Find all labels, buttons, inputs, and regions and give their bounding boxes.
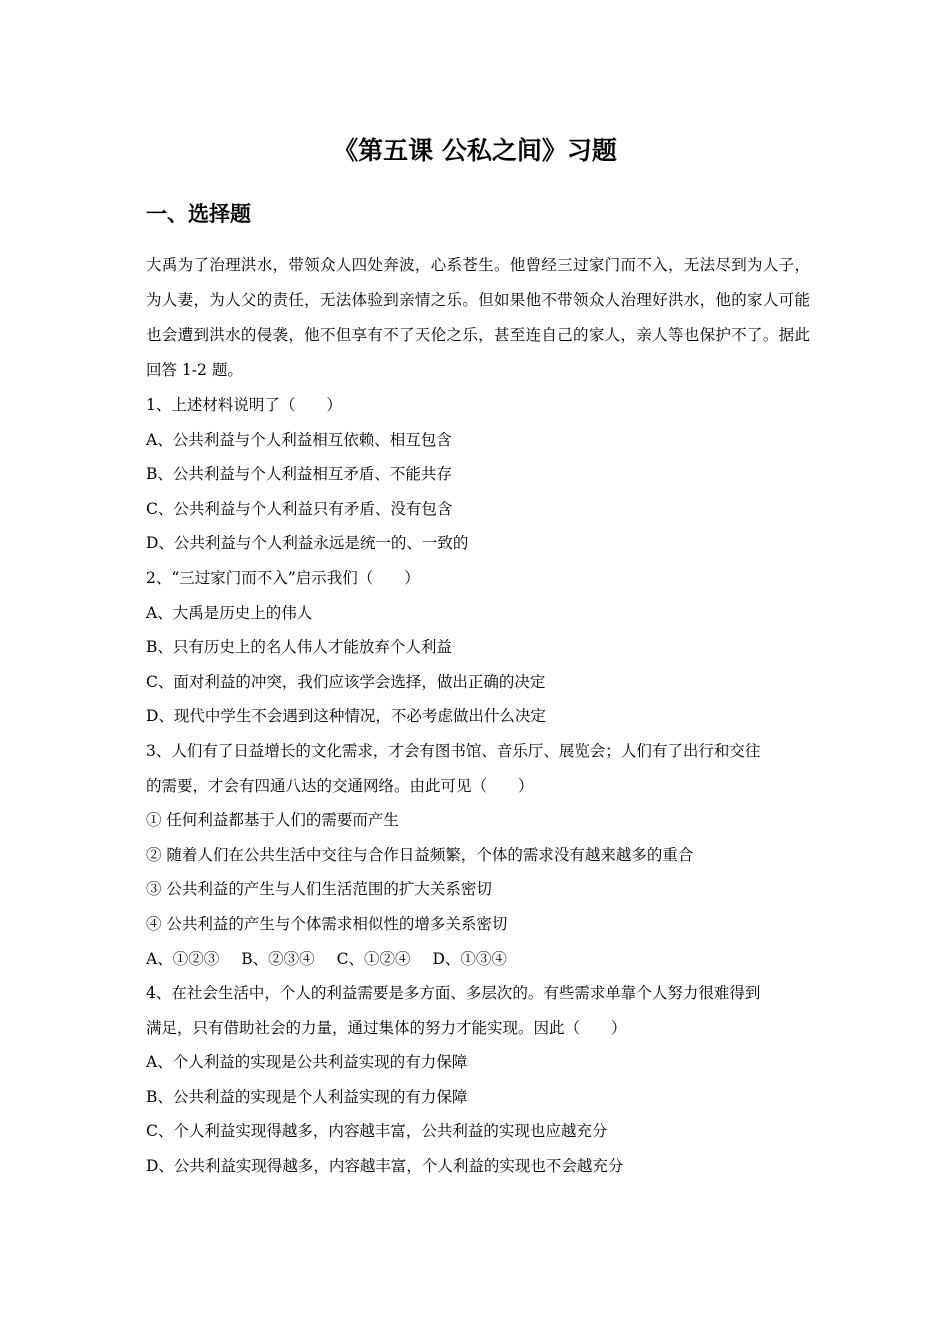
question-stem: 1、上述材料说明了（ ） [146,396,342,414]
option-d: D、公共利益与个人利益永远是统一的、一致的 [146,534,469,553]
choice-row [146,942,810,977]
statement-4: ④ 公共利益的产生与个体需求相似性的增多关系密切 [146,914,508,933]
statement-1: ① 任何利益都基于人们的需要而产生 [146,811,399,830]
question-1 [146,388,810,561]
choice-d: D、①③④ [432,949,507,968]
option-d: D、现代中学生不会遇到这种情况，不必考虑做出什么决定 [146,707,546,726]
question-content [146,248,810,1184]
statement-3: ③ 公共利益的产生与人们生活范围的扩大关系密切 [146,880,492,899]
option-c: C、个人利益实现得越多，内容越丰富，公共利益的实现也应越充分 [146,1122,608,1141]
option-b: B、公共利益的实现是个人利益实现的有力保障 [146,1087,468,1106]
choice-c: C、①②④ [336,949,411,968]
option-b: B、只有历史上的名人伟人才能放弃个人利益 [146,638,452,657]
question-3 [146,734,810,976]
option-d: D、公共利益实现得越多，内容越丰富，个人利益的实现也不会越充分 [146,1157,624,1176]
option-c: C、面对利益的冲突，我们应该学会选择，做出正确的决定 [146,672,546,691]
option-c: C、公共利益与个人利益只有矛盾、没有包含 [146,499,453,518]
statement-2: ② 随着人们在公共生活中交往与合作日益频繁，个体的需求没有越来越多的重合 [146,845,694,864]
question-stem: 2、“三过家门而不入”启示我们（ ） [146,568,420,587]
choice-b: B、②③④ [241,949,315,968]
question-stem-line-2: 的需要，才会有四通八达的交通网络。由此可见（ ） [146,776,534,795]
option-a: A、大禹是历史上的伟人 [146,603,313,622]
question-stem-line-1: 4、在社会生活中，个人的利益需要是多方面、多层次的。有些需求单靠个人努力很难得到 [146,984,761,1003]
option-a: A、个人利益的实现是公共利益实现的有力保障 [146,1053,468,1072]
question-4 [146,976,810,1184]
reading-material: 大禹为了治理洪水，带领众人四处奔波，心系苍生。他曾经三过家门而不入，无法尽到为人子，为人妻，为人父的责任，无法体验到亲情之乐。但如果他不带领众人治理好洪水，他的家人可能也会遭到洪水的侵袭，他不但享有不了天伦之乐，甚至连自己的家人，亲人等也保护不了。据此回答 1-2 题。 [146,256,810,379]
question-stem-line-1: 3、人们有了日益增长的文化需求，才会有图书馆、音乐厅、展览会；人们有了出行和交往 [146,741,761,760]
option-b: B、公共利益与个人利益相互矛盾、不能共存 [146,465,452,484]
section-heading: 一、选择题 [146,202,251,226]
page-title: 《第五课 公私之间》习题 [333,136,617,165]
choice-a: A、①②③ [146,949,220,968]
question-stem-line-2: 满足，只有借助社会的力量，通过集体的努力才能实现。因此（ ） [146,1018,627,1037]
option-a: A、公共利益与个人利益相互依赖、相互包含 [146,430,452,449]
question-2 [146,561,810,734]
